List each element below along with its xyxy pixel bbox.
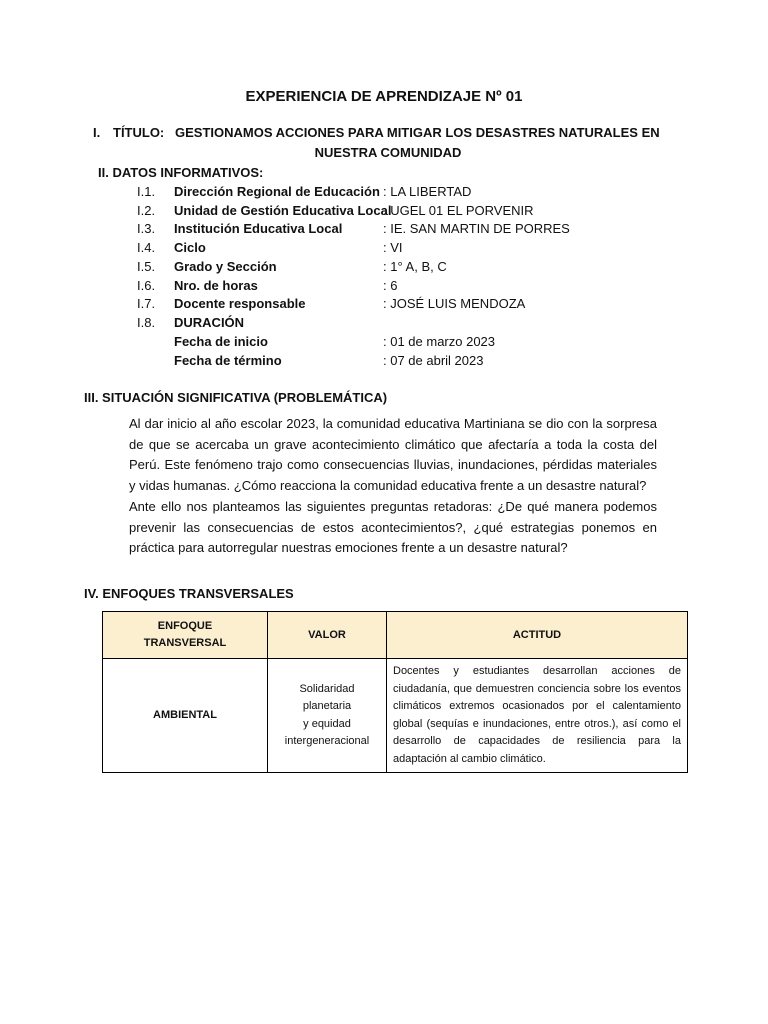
title-line-1: GESTIONAMOS ACCIONES PARA MITIGAR LOS DESASTRES NATURALES EN xyxy=(175,125,660,140)
cell-actitud: Docentes y estudiantes desarrollan acciones de ciudadanía, que demuestren conciencia sobre los eventos climáticos extremos ocasionados por el calentamiento global (sequías e inundaciones, entre otros.), así como el desarrollo de capacidades de resiliencia para la adaptación al cambio climático. xyxy=(387,659,688,773)
info-label: Fecha de término xyxy=(174,353,282,368)
info-code: I.5. xyxy=(137,259,156,274)
section-label: TÍTULO: xyxy=(113,125,165,140)
info-value: : JOSÉ LUIS MENDOZA xyxy=(383,296,526,311)
cell-valor xyxy=(268,659,387,773)
info-code: I.1. xyxy=(137,184,156,199)
enfoques-table xyxy=(102,611,688,773)
header-transversal-line: TRANSVERSAL xyxy=(143,637,227,649)
info-label: Institución Educativa Local xyxy=(174,221,343,236)
situation-paragraph-2: Ante ello nos planteamos las siguientes preguntas retadoras: ¿De qué manera podemos prevenir las consecuencias de estos acontecimientos?, ¿qué estrategias ponemos en práctica para autorregular nuestras emociones frente a un desastre natural? xyxy=(129,499,657,555)
info-label: Grado y Sección xyxy=(174,259,277,274)
info-value: : 6 xyxy=(383,278,398,293)
info-label: Unidad de Gestión Educativa Local xyxy=(174,203,392,218)
situation-paragraph-1: Al dar inicio al año escolar 2023, la comunidad educativa Martiniana se dio con la sorpresa de que se acercaba un grave acontecimiento climático que afectaría a toda la costa del Perú. Este fenómeno trajo como consecuencias lluvias, inundaciones, pérdidas materiales y vidas humanas. ¿Cómo reacciona la comunidad educativa frente a un desastre natural? xyxy=(129,416,657,493)
info-value: : 07 de abril 2023 xyxy=(383,353,484,368)
table-row xyxy=(103,659,688,773)
table-header-row xyxy=(103,612,688,659)
info-label: Dirección Regional de Educación xyxy=(174,184,380,199)
info-code: I.6. xyxy=(137,278,156,293)
section-heading-datos: II. DATOS INFORMATIVOS: xyxy=(98,165,264,180)
valor-line: Solidaridad xyxy=(299,682,355,695)
section-heading-situacion: III. SITUACIÓN SIGNIFICATIVA (PROBLEMÁTICA) xyxy=(84,390,388,405)
info-value: : 01 de marzo 2023 xyxy=(383,334,496,349)
info-label: Fecha de inicio xyxy=(174,334,268,349)
info-code: I.7. xyxy=(137,296,156,311)
info-label: Nro. de horas xyxy=(174,278,258,293)
info-code: I.2. xyxy=(137,203,156,218)
valor-line: planetaria xyxy=(302,700,352,712)
info-label: DURACIÓN xyxy=(174,315,245,330)
info-value: : VI xyxy=(383,240,403,255)
info-value: : 1° A, B, C xyxy=(383,259,447,274)
section-number: I. xyxy=(93,125,101,140)
info-label: Ciclo xyxy=(174,240,206,255)
info-value: : UGEL 01 EL PORVENIR xyxy=(383,203,534,218)
info-value: : IE. SAN MARTIN DE PORRES xyxy=(383,221,570,236)
title-line-2: NUESTRA COMUNIDAD xyxy=(314,145,462,160)
document-title: EXPERIENCIA DE APRENDIZAJE Nº 01 xyxy=(245,88,523,105)
info-code: I.4. xyxy=(137,240,156,255)
info-value: : LA LIBERTAD xyxy=(383,184,472,199)
section-heading-enfoques: IV. ENFOQUES TRANSVERSALES xyxy=(84,586,294,601)
valor-line: intergeneracional xyxy=(284,735,370,747)
header-cell-actitud: ACTITUD xyxy=(387,612,688,659)
info-code: I.8. xyxy=(137,315,156,330)
header-cell-enfoque xyxy=(103,612,268,659)
header-cell-valor: VALOR xyxy=(268,612,387,659)
info-code: I.3. xyxy=(137,221,156,236)
header-enfoque-line: ENFOQUE xyxy=(157,620,213,632)
info-label: Docente responsable xyxy=(174,296,306,311)
cell-enfoque: AMBIENTAL xyxy=(103,659,268,773)
valor-line: y equidad xyxy=(303,717,351,730)
